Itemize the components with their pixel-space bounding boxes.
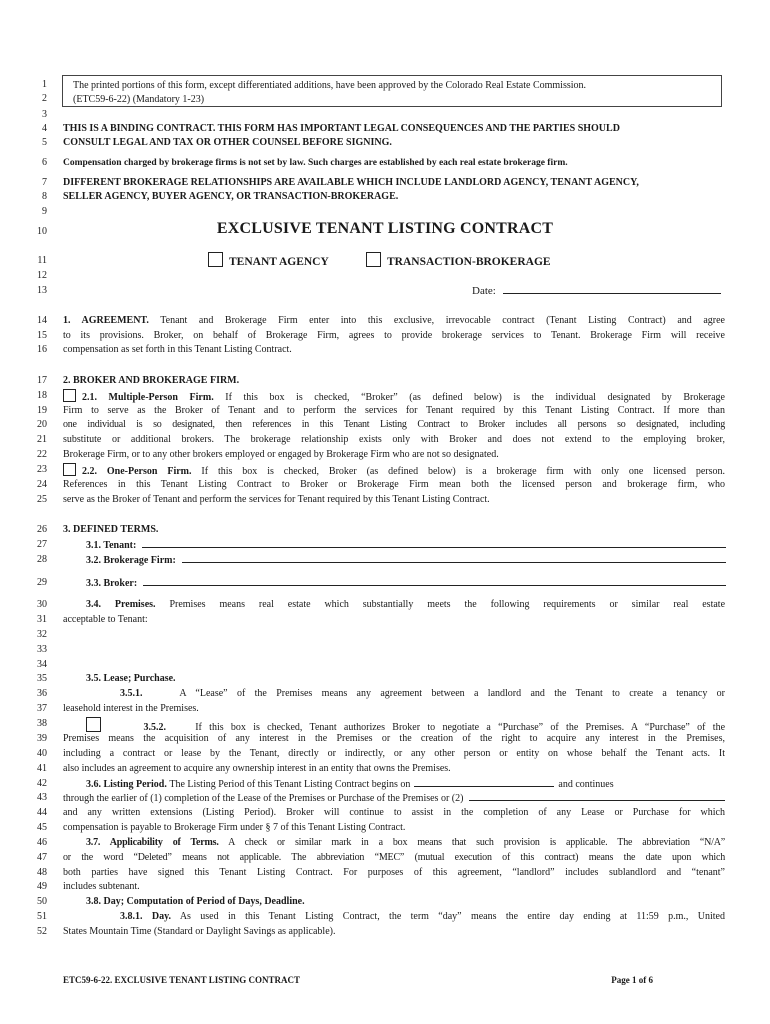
notice-line-2: (ETC59-6-22) (Mandatory 1-23) <box>73 94 205 105</box>
tenant-agency-option[interactable] <box>208 252 329 268</box>
line-number: 35 <box>37 673 47 684</box>
brokerage-firm-input[interactable] <box>182 553 726 563</box>
relationships-line-7: DIFFERENT BROKERAGE RELATIONSHIPS ARE AVAILABLE WHICH INCLUDE LANDLORD AGENCY, TENANT AGENCY, <box>63 177 639 188</box>
s1-heading: 1. AGREEMENT. <box>63 315 149 326</box>
s36-text-43: through the earlier of (1) completion of the Lease of the Premises or Purchase of the Premises or (2) <box>63 793 464 804</box>
line-number: 38 <box>37 718 47 729</box>
line-number: 41 <box>37 763 47 774</box>
purchase-authorization-checkbox[interactable] <box>86 717 101 732</box>
s352-line-41: also includes an agreement to acquire any ownership interest in an entity that owns the Premises. <box>63 763 451 774</box>
line-number: 7 <box>42 177 47 188</box>
s2-heading: 2. BROKER AND BROKERAGE FIRM. <box>63 375 240 386</box>
s352-text: If this box is checked, Tenant authorizes Broker to negotiate a “Purchase” of the Premises. A “Purchase” of the <box>195 722 726 733</box>
s37-line-47: or the word “Deleted” means not applicable. The abbreviation “MEC” (mutual execution of this contract) means the date upon which <box>63 852 725 863</box>
s34-heading: 3.4. Premises. <box>86 599 156 610</box>
s2-text-18: If this box is checked, “Broker” (as defined below) is the individual designated by Brokerage <box>225 392 725 403</box>
line-number: 15 <box>37 330 47 341</box>
line-number: 51 <box>37 911 47 922</box>
s21-heading: 2.1. Multiple-Person Firm. <box>82 392 214 403</box>
s37-text-46: A check or similar mark in a box means that such provision is applicable. The abbreviation “N/A” <box>228 837 725 848</box>
relationships-line-8: SELLER AGENCY, BUYER AGENCY, OR TRANSACTION-BROKERAGE. <box>63 191 399 202</box>
s36-heading: 3.6. Listing Period. <box>86 779 167 790</box>
line-number: 27 <box>37 539 47 550</box>
s351-line-37: leasehold interest in the Premises. <box>63 703 199 714</box>
date-label: Date: <box>472 285 496 297</box>
s36-line-43 <box>63 791 725 807</box>
s351-heading: 3.5.1. <box>120 688 143 699</box>
line-number: 22 <box>37 449 47 460</box>
s351-line-36 <box>120 687 725 702</box>
s38-heading: 3.8. Day; Computation of Period of Days, Deadline. <box>86 896 305 907</box>
line-number: 47 <box>37 852 47 863</box>
s34-line-30 <box>86 598 725 613</box>
line-number: 12 <box>37 270 47 281</box>
line-number: 18 <box>37 390 47 401</box>
line-number: 42 <box>37 778 47 789</box>
line-number: 3 <box>42 109 47 120</box>
footer-page-number: Page 1 of 6 <box>611 975 653 985</box>
s381-text: As used in this Tenant Listing Contract, the term “day” means the entire day ending at 11:59 p.m., United <box>179 911 725 922</box>
line-number: 30 <box>37 599 47 610</box>
line-number: 31 <box>37 614 47 625</box>
s352-line-39: Premises means the acquisition of any interest in the Premises or the creation of the right to acquire any interest in the Premises, <box>63 733 725 744</box>
s2-line-25: serve as the Broker of Tenant and perform the services for Tenant required by this Tenant Listing Contract. <box>63 494 490 505</box>
s1-line-14 <box>63 314 725 329</box>
s37-heading: 3.7. Applicability of Terms. <box>86 837 219 848</box>
commission-notice-box <box>62 75 722 107</box>
broker-label: 3.3. Broker: <box>86 578 138 589</box>
s37-line-46 <box>86 836 725 851</box>
s36-text-42a: The Listing Period of this Tenant Listing Contract begins on <box>169 779 411 790</box>
page-title: EXCLUSIVE TENANT LISTING CONTRACT <box>216 220 554 237</box>
line-number: 43 <box>37 792 47 803</box>
line-number: 49 <box>37 881 47 892</box>
line-number: 46 <box>37 837 47 848</box>
line-number: 8 <box>42 191 47 202</box>
line-number: 21 <box>37 434 47 445</box>
line-number: 9 <box>42 206 47 217</box>
line-number: 28 <box>37 554 47 565</box>
s2-line-24: References in this Tenant Listing Contract to Broker or Brokerage Firm mean both the licensed person and brokerage firm, who <box>63 479 725 490</box>
line-number: 5 <box>42 137 47 148</box>
one-person-firm-checkbox[interactable] <box>63 463 76 476</box>
line-number: 26 <box>37 524 47 535</box>
date-field <box>472 284 721 297</box>
warning-line-5: CONSULT LEGAL AND TAX OR OTHER COUNSEL BEFORE SIGNING. <box>63 137 392 148</box>
compensation-notice: Compensation charged by brokerage firms is not set by law. Such charges are established by each real estate brokerage firm. <box>63 158 568 168</box>
line-number: 39 <box>37 733 47 744</box>
s34-text-30: Premises means real estate which substantially meets the following requirements or similar real estate <box>169 599 726 610</box>
s22-heading: 2.2. One-Person Firm. <box>82 466 192 477</box>
s3-heading: 3. DEFINED TERMS. <box>63 524 159 535</box>
line-number: 40 <box>37 748 47 759</box>
s352-heading: 3.5.2. <box>143 722 166 733</box>
s351-text: A “Lease” of the Premises means any agreement between a landlord and the Tenant to create a tenancy or <box>179 688 726 699</box>
s2-line-22: Brokerage Firm, or to any other brokers employed or engaged by Brokerage Firm who are not so designated. <box>63 449 499 460</box>
s34-line-31: acceptable to Tenant: <box>63 614 148 625</box>
listing-end-date-input[interactable] <box>469 791 725 801</box>
line-number: 33 <box>37 644 47 655</box>
tenant-field <box>86 538 726 554</box>
s1-line-15: to its provisions. Broker, on behalf of Brokerage Firm, agrees to provide brokerage services to Tenant. Brokerage Firm will receive <box>63 330 725 341</box>
line-number: 6 <box>42 157 47 168</box>
tenant-agency-label: TENANT AGENCY <box>229 256 329 268</box>
tenant-input[interactable] <box>142 538 726 548</box>
transaction-brokerage-label: TRANSACTION-BROKERAGE <box>387 256 551 268</box>
line-number: 34 <box>37 659 47 670</box>
line-number: 11 <box>37 255 47 266</box>
line-number: 25 <box>37 494 47 505</box>
line-number: 52 <box>37 926 47 937</box>
transaction-brokerage-option[interactable] <box>366 252 551 268</box>
line-number: 14 <box>37 315 47 326</box>
line-number: 17 <box>37 375 47 386</box>
s37-line-49: includes subtenant. <box>63 881 140 892</box>
s36-line-45: compensation is payable to Brokerage Firm under § 7 of this Tenant Listing Contract. <box>63 822 406 833</box>
brokerage-firm-label: 3.2. Brokerage Firm: <box>86 555 176 566</box>
s36-text-42b: and continues <box>558 779 614 790</box>
line-number: 20 <box>37 419 47 430</box>
line-number: 10 <box>37 226 47 237</box>
line-number: 16 <box>37 344 47 355</box>
s1-text-14: Tenant and Brokerage Firm enter into this exclusive, irrevocable contract (Tenant Listing Contract) and agree <box>160 315 725 326</box>
s35-heading: 3.5. Lease; Purchase. <box>86 673 176 684</box>
listing-start-date-input[interactable] <box>414 777 554 787</box>
line-number: 23 <box>37 464 47 475</box>
multiple-person-firm-checkbox[interactable] <box>63 389 76 402</box>
s37-line-48: both parties have signed this Tenant Listing Contract. For purposes of this agreement, “landlord” includes sublandlord and “tenant” <box>63 867 725 878</box>
line-number: 37 <box>37 703 47 714</box>
line-number: 19 <box>37 405 47 416</box>
s2-text-23: If this box is checked, Broker (as defined below) is a brokerage firm with only one licensed person. <box>201 466 726 477</box>
s1-line-16: compensation as set forth in this Tenant Listing Contract. <box>63 344 292 355</box>
line-number: 13 <box>37 285 47 296</box>
s352-line-40: including a contract or lease by the Tenant, directly or indirectly, or any other person or entity on whose behalf the Tenant acts. It <box>63 748 725 759</box>
s2-line-19: Firm to serve as the Broker of Tenant and to perform the services for Tenant required by this Tenant Listing Contract. If more than <box>63 405 725 416</box>
s2-line-20: one individual is so designated, then references in this Tenant Listing Contract to Broker includes all persons so designated, including <box>63 419 725 430</box>
tenant-label: 3.1. Tenant: <box>86 540 137 551</box>
line-number: 50 <box>37 896 47 907</box>
line-number: 4 <box>42 123 47 134</box>
s381-line-52: States Mountain Time (Standard or Daylight Savings as applicable). <box>63 926 336 937</box>
line-number: 36 <box>37 688 47 699</box>
s36-line-44: and any written extensions (Listing Period). Broker will continue to assist in the completion of any Lease or Purchase for which <box>63 807 725 818</box>
line-number: 45 <box>37 822 47 833</box>
notice-line-1: The printed portions of this form, except differentiated additions, have been approved by the Colorado Real Estate Commission. <box>73 80 587 91</box>
line-number: 44 <box>37 807 47 818</box>
warning-line-4: THIS IS A BINDING CONTRACT. THIS FORM HAS IMPORTANT LEGAL CONSEQUENCES AND THE PARTIES SHOULD <box>63 123 620 134</box>
line-number: 24 <box>37 479 47 490</box>
s2-line-21: substitute or additional brokers. The brokerage relationship exists only with Broker and does not extend to the employing broker, <box>63 434 725 445</box>
transaction-brokerage-checkbox[interactable] <box>366 252 381 267</box>
line-number: 1 <box>42 79 47 90</box>
brokerage-firm-field <box>86 553 726 569</box>
s381-heading: 3.8.1. Day. <box>120 911 172 922</box>
line-number: 32 <box>37 629 47 640</box>
premises-requirements-area[interactable] <box>63 628 725 672</box>
line-number: 48 <box>37 867 47 878</box>
s381-line-51 <box>120 910 725 925</box>
date-input[interactable] <box>503 284 721 294</box>
tenant-agency-checkbox[interactable] <box>208 252 223 267</box>
broker-field <box>86 576 726 592</box>
line-number: 2 <box>42 93 47 104</box>
footer-form-id: ETC59-6-22. EXCLUSIVE TENANT LISTING CONTRACT <box>63 975 300 985</box>
broker-input[interactable] <box>143 576 726 586</box>
line-number: 29 <box>37 577 47 588</box>
